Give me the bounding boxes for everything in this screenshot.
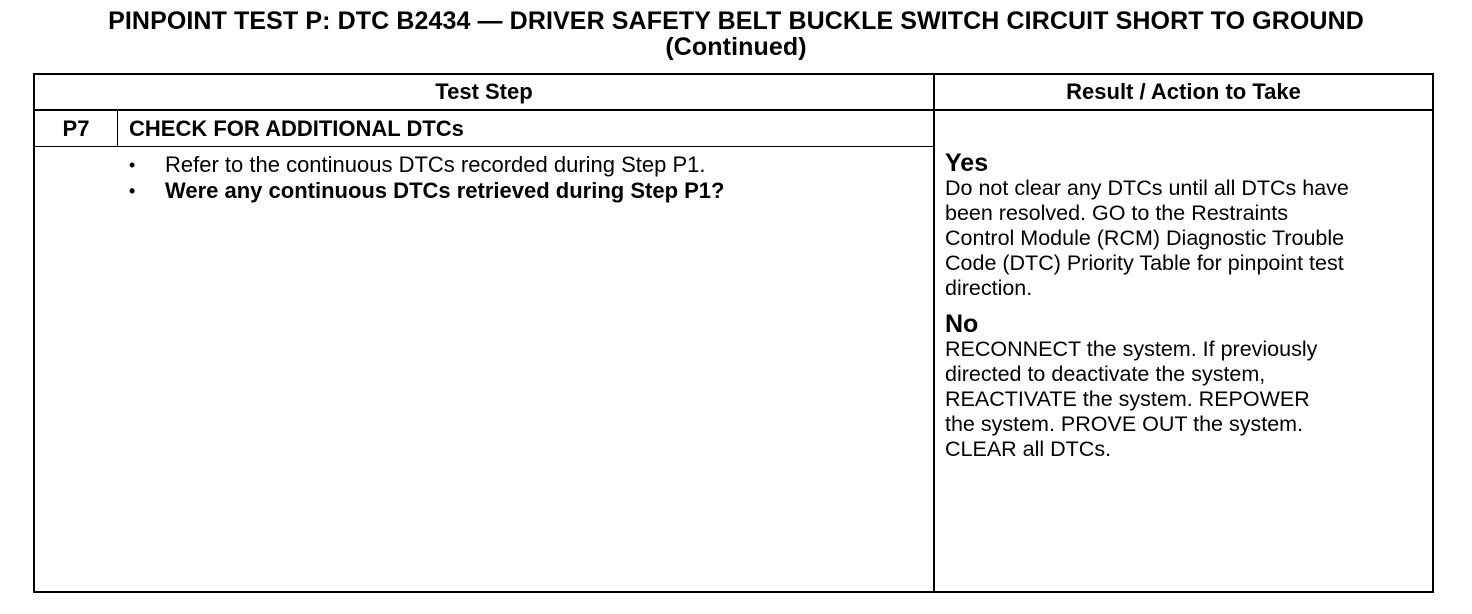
- header-result-action: Result / Action to Take: [1066, 79, 1301, 104]
- column-divider: [933, 75, 935, 591]
- header-test-step: Test Step: [435, 79, 533, 104]
- step-title: CHECK FOR ADDITIONAL DTCs: [129, 116, 464, 141]
- step-number-divider: [117, 110, 118, 147]
- instruction-question: • Were any continuous DTCs retrieved during Step P1?: [129, 178, 919, 204]
- result-no-action: RECONNECT the system. If previously directed to deactivate the system, REACTIVATE the system. REPOWER the system. PROVE OUT the system. CLEAR all DTCs.: [945, 337, 1318, 461]
- step-row-divider: [35, 146, 933, 147]
- result-yes-action: Do not clear any DTCs until all DTCs have been resolved. GO to the Restraints Control Module (RCM) Diagnostic Trouble Code (DTC) Priority Table for pinpoint test direction.: [945, 176, 1349, 300]
- result-actions: [945, 150, 1430, 472]
- step-number: P7: [62, 116, 90, 141]
- page-title: PINPOINT TEST P: DTC B2434 — DRIVER SAFETY BELT BUCKLE SWITCH CIRCUIT SHORT TO GROUND (Continued): [108, 7, 1364, 61]
- result-no-label: No: [945, 310, 979, 338]
- instruction-item: • Refer to the continuous DTCs recorded during Step P1.: [129, 152, 919, 178]
- pinpoint-test-table: [33, 73, 1434, 593]
- step-instructions: [129, 152, 919, 204]
- header-divider: [35, 109, 1432, 111]
- result-yes-label: Yes: [945, 149, 989, 177]
